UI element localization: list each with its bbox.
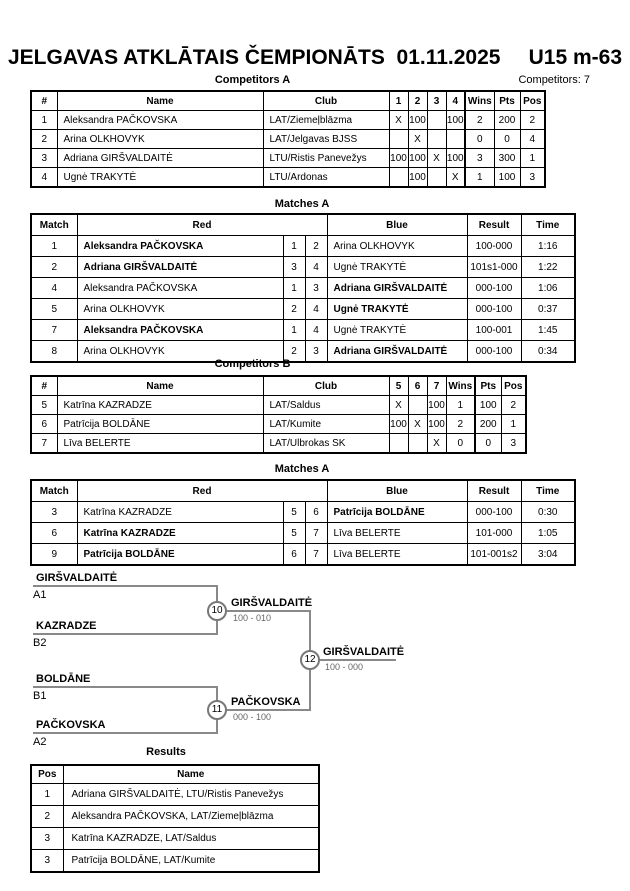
cell-bn: 4 xyxy=(305,320,327,341)
cell-wins: 1 xyxy=(465,168,494,188)
cell-wins: 3 xyxy=(465,149,494,168)
column-header: Match xyxy=(31,214,77,236)
bracket-line xyxy=(217,709,311,711)
cell-name: Patrīcija BOLDĀNE, LAT/Kumite xyxy=(63,850,319,873)
cell-blue: Līva BELERTE xyxy=(327,523,467,544)
cell-c4 xyxy=(446,130,465,149)
cell-name: Aleksandra PAČKOVSKA, LAT/Ziemeļblāzma xyxy=(63,806,319,828)
cell-match: 2 xyxy=(31,257,77,278)
cell-pos: 3 xyxy=(31,850,63,873)
cell-pts: 200 xyxy=(475,415,501,434)
table-row xyxy=(31,784,319,806)
header-row xyxy=(31,91,545,111)
header-row xyxy=(31,480,575,502)
cell-pos: 1 xyxy=(501,415,526,434)
column-header: Club xyxy=(263,376,389,396)
matches-b-caption: Matches A xyxy=(274,463,330,475)
cell-time: 1:22 xyxy=(521,257,575,278)
table-row xyxy=(31,396,526,415)
cell-pos: 3 xyxy=(520,168,545,188)
cell-name: Arina OLKHOVYK xyxy=(57,130,263,149)
bracket-seed-name: KAZRADZE xyxy=(36,620,97,632)
cell-rn: 5 xyxy=(283,523,305,544)
cell-match: 7 xyxy=(31,320,77,341)
cell-club: LAT/Ziemeļblāzma xyxy=(263,111,389,130)
column-header: Name xyxy=(63,765,319,784)
bracket-line xyxy=(217,610,311,612)
bracket-seed-name: PAČKOVSKA xyxy=(36,719,106,731)
table-row xyxy=(31,320,575,341)
cell-pts: 0 xyxy=(494,130,520,149)
column-header: Red xyxy=(77,480,327,502)
column-header: Pts xyxy=(475,376,501,396)
column-header: Pos xyxy=(31,765,63,784)
header-row xyxy=(31,214,575,236)
competitors-count: Competitors: 7 xyxy=(518,74,590,86)
cell-pos: 3 xyxy=(501,434,526,454)
bracket-score: 000 - 100 xyxy=(233,712,272,722)
column-header: Match xyxy=(31,480,77,502)
column-header: # xyxy=(31,376,57,396)
bracket-line xyxy=(33,686,217,688)
matches-a-caption: Matches A xyxy=(274,198,330,210)
cell-rn: 2 xyxy=(283,341,305,363)
cell-club: LTU/Ardonas xyxy=(263,168,389,188)
column-header: Pts xyxy=(494,91,520,111)
cell-result: 000-100 xyxy=(467,299,521,320)
cell-blue: Ugnė TRAKYTĖ xyxy=(327,320,467,341)
cell-blue: Patrīcija BOLDĀNE xyxy=(327,502,467,523)
cell-rn: 5 xyxy=(283,502,305,523)
table-row xyxy=(31,149,545,168)
bracket-line xyxy=(33,732,217,734)
cell-c2 xyxy=(408,396,427,415)
cell-club: LAT/Jelgavas BJSS xyxy=(263,130,389,149)
cell-c1: X xyxy=(389,111,408,130)
table-row xyxy=(31,523,575,544)
cell-club: LAT/Saldus xyxy=(263,396,389,415)
column-header: 4 xyxy=(446,91,465,111)
column-header: Club xyxy=(263,91,389,111)
column-header: Blue xyxy=(327,480,467,502)
cell-time: 1:06 xyxy=(521,278,575,299)
cell-blue: Adriana GIRŠVALDAITĖ xyxy=(327,278,467,299)
column-header: 2 xyxy=(408,91,427,111)
table-row xyxy=(31,257,575,278)
table-row xyxy=(31,434,526,454)
cell-match: 1 xyxy=(31,236,77,257)
bracket-seed-code: A2 xyxy=(33,736,47,748)
column-header: Pos xyxy=(520,91,545,111)
column-header: Blue xyxy=(327,214,467,236)
cell-club: LAT/Kumite xyxy=(263,415,389,434)
cell-result: 100-001 xyxy=(467,320,521,341)
cell-c3: X xyxy=(427,149,446,168)
cell-time: 0:30 xyxy=(521,502,575,523)
cell-name: Aleksandra PAČKOVSKA xyxy=(57,111,263,130)
cell-bn: 3 xyxy=(305,278,327,299)
table-row xyxy=(31,502,575,523)
cell-pos: 2 xyxy=(501,396,526,415)
cell-c2: X xyxy=(408,415,427,434)
page-title-category: U15 m-63 xyxy=(528,46,622,69)
results-caption: Results xyxy=(146,746,186,758)
cell-c1: 100 xyxy=(389,149,408,168)
cell-blue: Ugnė TRAKYTĖ xyxy=(327,257,467,278)
cell-red: Aleksandra PAČKOVSKA xyxy=(77,278,283,299)
column-header: Time xyxy=(521,214,575,236)
cell-result: 101s1-000 xyxy=(467,257,521,278)
table-row xyxy=(31,111,545,130)
cell-time: 0:37 xyxy=(521,299,575,320)
cell-c2: 100 xyxy=(408,111,427,130)
column-header: Red xyxy=(77,214,327,236)
cell-name: Katrīna KAZRADZE, LAT/Saldus xyxy=(63,828,319,850)
cell-time: 3:04 xyxy=(521,544,575,566)
cell-num: 2 xyxy=(31,130,57,149)
cell-c3 xyxy=(427,168,446,188)
column-header: Result xyxy=(467,214,521,236)
column-header: 1 xyxy=(389,91,408,111)
cell-wins: 1 xyxy=(446,396,475,415)
cell-pos: 4 xyxy=(520,130,545,149)
cell-pos: 2 xyxy=(520,111,545,130)
cell-pts: 100 xyxy=(494,168,520,188)
cell-name: Patrīcija BOLDĀNE xyxy=(57,415,263,434)
cell-rn: 2 xyxy=(283,299,305,320)
cell-result: 000-100 xyxy=(467,278,521,299)
cell-bn: 7 xyxy=(305,544,327,566)
column-header: Wins xyxy=(465,91,494,111)
cell-num: 1 xyxy=(31,111,57,130)
cell-result: 000-100 xyxy=(467,341,521,363)
cell-match: 5 xyxy=(31,299,77,320)
bracket-score: 100 - 010 xyxy=(233,613,272,623)
cell-match: 9 xyxy=(31,544,77,566)
cell-red: Aleksandra PAČKOVSKA xyxy=(77,236,283,257)
cell-c4: 100 xyxy=(446,149,465,168)
cell-pos: 3 xyxy=(31,828,63,850)
cell-pts: 100 xyxy=(475,396,501,415)
header-row xyxy=(31,765,319,784)
cell-rn: 3 xyxy=(283,257,305,278)
page-title xyxy=(8,46,622,70)
cell-pos: 2 xyxy=(31,806,63,828)
cell-wins: 2 xyxy=(446,415,475,434)
bracket-line xyxy=(33,585,217,587)
cell-num: 6 xyxy=(31,415,57,434)
cell-name: Adriana GIRŠVALDAITĖ, LTU/Ristis Panevežys xyxy=(63,784,319,806)
matches-a-table xyxy=(30,213,576,363)
cell-c1 xyxy=(389,130,408,149)
column-header: Time xyxy=(521,480,575,502)
bracket-match-number: 10 xyxy=(207,601,227,621)
column-header: Name xyxy=(57,91,263,111)
cell-c2: 100 xyxy=(408,149,427,168)
cell-match: 6 xyxy=(31,523,77,544)
cell-result: 101-001s2 xyxy=(467,544,521,566)
bracket-line xyxy=(310,659,396,661)
cell-name: Līva BELERTE xyxy=(57,434,263,454)
bracket-match-number: 12 xyxy=(300,650,320,670)
cell-rn: 1 xyxy=(283,236,305,257)
cell-rn: 1 xyxy=(283,278,305,299)
competitors-b-table xyxy=(30,375,527,454)
column-header: 7 xyxy=(427,376,446,396)
cell-c1: X xyxy=(389,396,408,415)
table-row xyxy=(31,278,575,299)
cell-result: 100-000 xyxy=(467,236,521,257)
table-row xyxy=(31,806,319,828)
cell-wins: 2 xyxy=(465,111,494,130)
cell-bn: 2 xyxy=(305,236,327,257)
bracket-seed-code: B1 xyxy=(33,690,47,702)
bracket-seed-code: A1 xyxy=(33,589,47,601)
page-title-left: JELGAVAS ATKLĀTAIS ČEMPIONĀTS 01.11.2025 xyxy=(8,46,501,69)
table-row xyxy=(31,236,575,257)
cell-red: Aleksandra PAČKOVSKA xyxy=(77,320,283,341)
table-row xyxy=(31,415,526,434)
cell-time: 0:34 xyxy=(521,341,575,363)
column-header: 3 xyxy=(427,91,446,111)
cell-c2 xyxy=(408,434,427,454)
cell-num: 4 xyxy=(31,168,57,188)
matches-b-table xyxy=(30,479,576,566)
cell-bn: 3 xyxy=(305,341,327,363)
cell-num: 5 xyxy=(31,396,57,415)
cell-c2: 100 xyxy=(408,168,427,188)
cell-c1: 100 xyxy=(389,415,408,434)
cell-name: Adriana GIRŠVALDAITĖ xyxy=(57,149,263,168)
cell-bn: 4 xyxy=(305,299,327,320)
cell-blue: Ugnė TRAKYTĖ xyxy=(327,299,467,320)
cell-result: 101-000 xyxy=(467,523,521,544)
cell-wins: 0 xyxy=(446,434,475,454)
column-header: Result xyxy=(467,480,521,502)
cell-pos: 1 xyxy=(520,149,545,168)
cell-club: LAT/Ulbrokas SK xyxy=(263,434,389,454)
cell-rn: 6 xyxy=(283,544,305,566)
cell-red: Katrīna KAZRADZE xyxy=(77,523,283,544)
column-header: Pos xyxy=(501,376,526,396)
cell-pos: 1 xyxy=(31,784,63,806)
cell-num: 7 xyxy=(31,434,57,454)
cell-bn: 7 xyxy=(305,523,327,544)
cell-red: Arina OLKHOVYK xyxy=(77,341,283,363)
table-row xyxy=(31,828,319,850)
table-row xyxy=(31,130,545,149)
table-row xyxy=(31,299,575,320)
cell-c4: X xyxy=(446,168,465,188)
cell-time: 1:45 xyxy=(521,320,575,341)
cell-club: LTU/Ristis Panevežys xyxy=(263,149,389,168)
cell-c3: 100 xyxy=(427,396,446,415)
cell-pts: 0 xyxy=(475,434,501,454)
cell-c1 xyxy=(389,168,408,188)
cell-match: 8 xyxy=(31,341,77,363)
bracket-score: 100 - 000 xyxy=(325,662,364,672)
cell-match: 4 xyxy=(31,278,77,299)
cell-pts: 300 xyxy=(494,149,520,168)
results-table xyxy=(30,764,320,873)
cell-c3: 100 xyxy=(427,415,446,434)
bracket-seed-name: BOLDĀNE xyxy=(36,673,91,685)
header-row xyxy=(31,376,526,396)
bracket-seed-code: B2 xyxy=(33,637,47,649)
cell-time: 1:16 xyxy=(521,236,575,257)
competitors-a-caption: Competitors A xyxy=(214,74,291,86)
cell-blue: Adriana GIRŠVALDAITĖ xyxy=(327,341,467,363)
cell-pts: 200 xyxy=(494,111,520,130)
cell-c1 xyxy=(389,434,408,454)
cell-match: 3 xyxy=(31,502,77,523)
column-header: # xyxy=(31,91,57,111)
cell-blue: Arina OLKHOVYK xyxy=(327,236,467,257)
cell-c3 xyxy=(427,130,446,149)
cell-red: Katrīna KAZRADZE xyxy=(77,502,283,523)
column-header: 5 xyxy=(389,376,408,396)
competitors-a-table xyxy=(30,90,546,188)
table-row xyxy=(31,544,575,566)
bracket-seed-name: GIRŠVALDAITĖ xyxy=(36,572,118,584)
cell-name: Ugnė TRAKYTĖ xyxy=(57,168,263,188)
cell-bn: 6 xyxy=(305,502,327,523)
bracket-winner-name: GIRŠVALDAITĖ xyxy=(323,646,405,658)
table-row xyxy=(31,168,545,188)
bracket-line xyxy=(33,633,217,635)
cell-result: 000-100 xyxy=(467,502,521,523)
cell-c4: 100 xyxy=(446,111,465,130)
cell-c3 xyxy=(427,111,446,130)
column-header: Name xyxy=(57,376,263,396)
cell-red: Patrīcija BOLDĀNE xyxy=(77,544,283,566)
cell-time: 1:05 xyxy=(521,523,575,544)
bracket-winner-name: PAČKOVSKA xyxy=(231,696,301,708)
cell-bn: 4 xyxy=(305,257,327,278)
cell-name: Katrīna KAZRADZE xyxy=(57,396,263,415)
cell-rn: 1 xyxy=(283,320,305,341)
column-header: Wins xyxy=(446,376,475,396)
bracket-match-number: 11 xyxy=(207,700,227,720)
cell-red: Arina OLKHOVYK xyxy=(77,299,283,320)
cell-blue: Līva BELERTE xyxy=(327,544,467,566)
cell-wins: 0 xyxy=(465,130,494,149)
cell-red: Adriana GIRŠVALDAITĖ xyxy=(77,257,283,278)
table-row xyxy=(31,850,319,873)
cell-c2: X xyxy=(408,130,427,149)
cell-num: 3 xyxy=(31,149,57,168)
competitors-b-caption: Competitors B xyxy=(214,358,291,370)
bracket-winner-name: GIRŠVALDAITĖ xyxy=(231,597,313,609)
cell-c3: X xyxy=(427,434,446,454)
column-header: 6 xyxy=(408,376,427,396)
